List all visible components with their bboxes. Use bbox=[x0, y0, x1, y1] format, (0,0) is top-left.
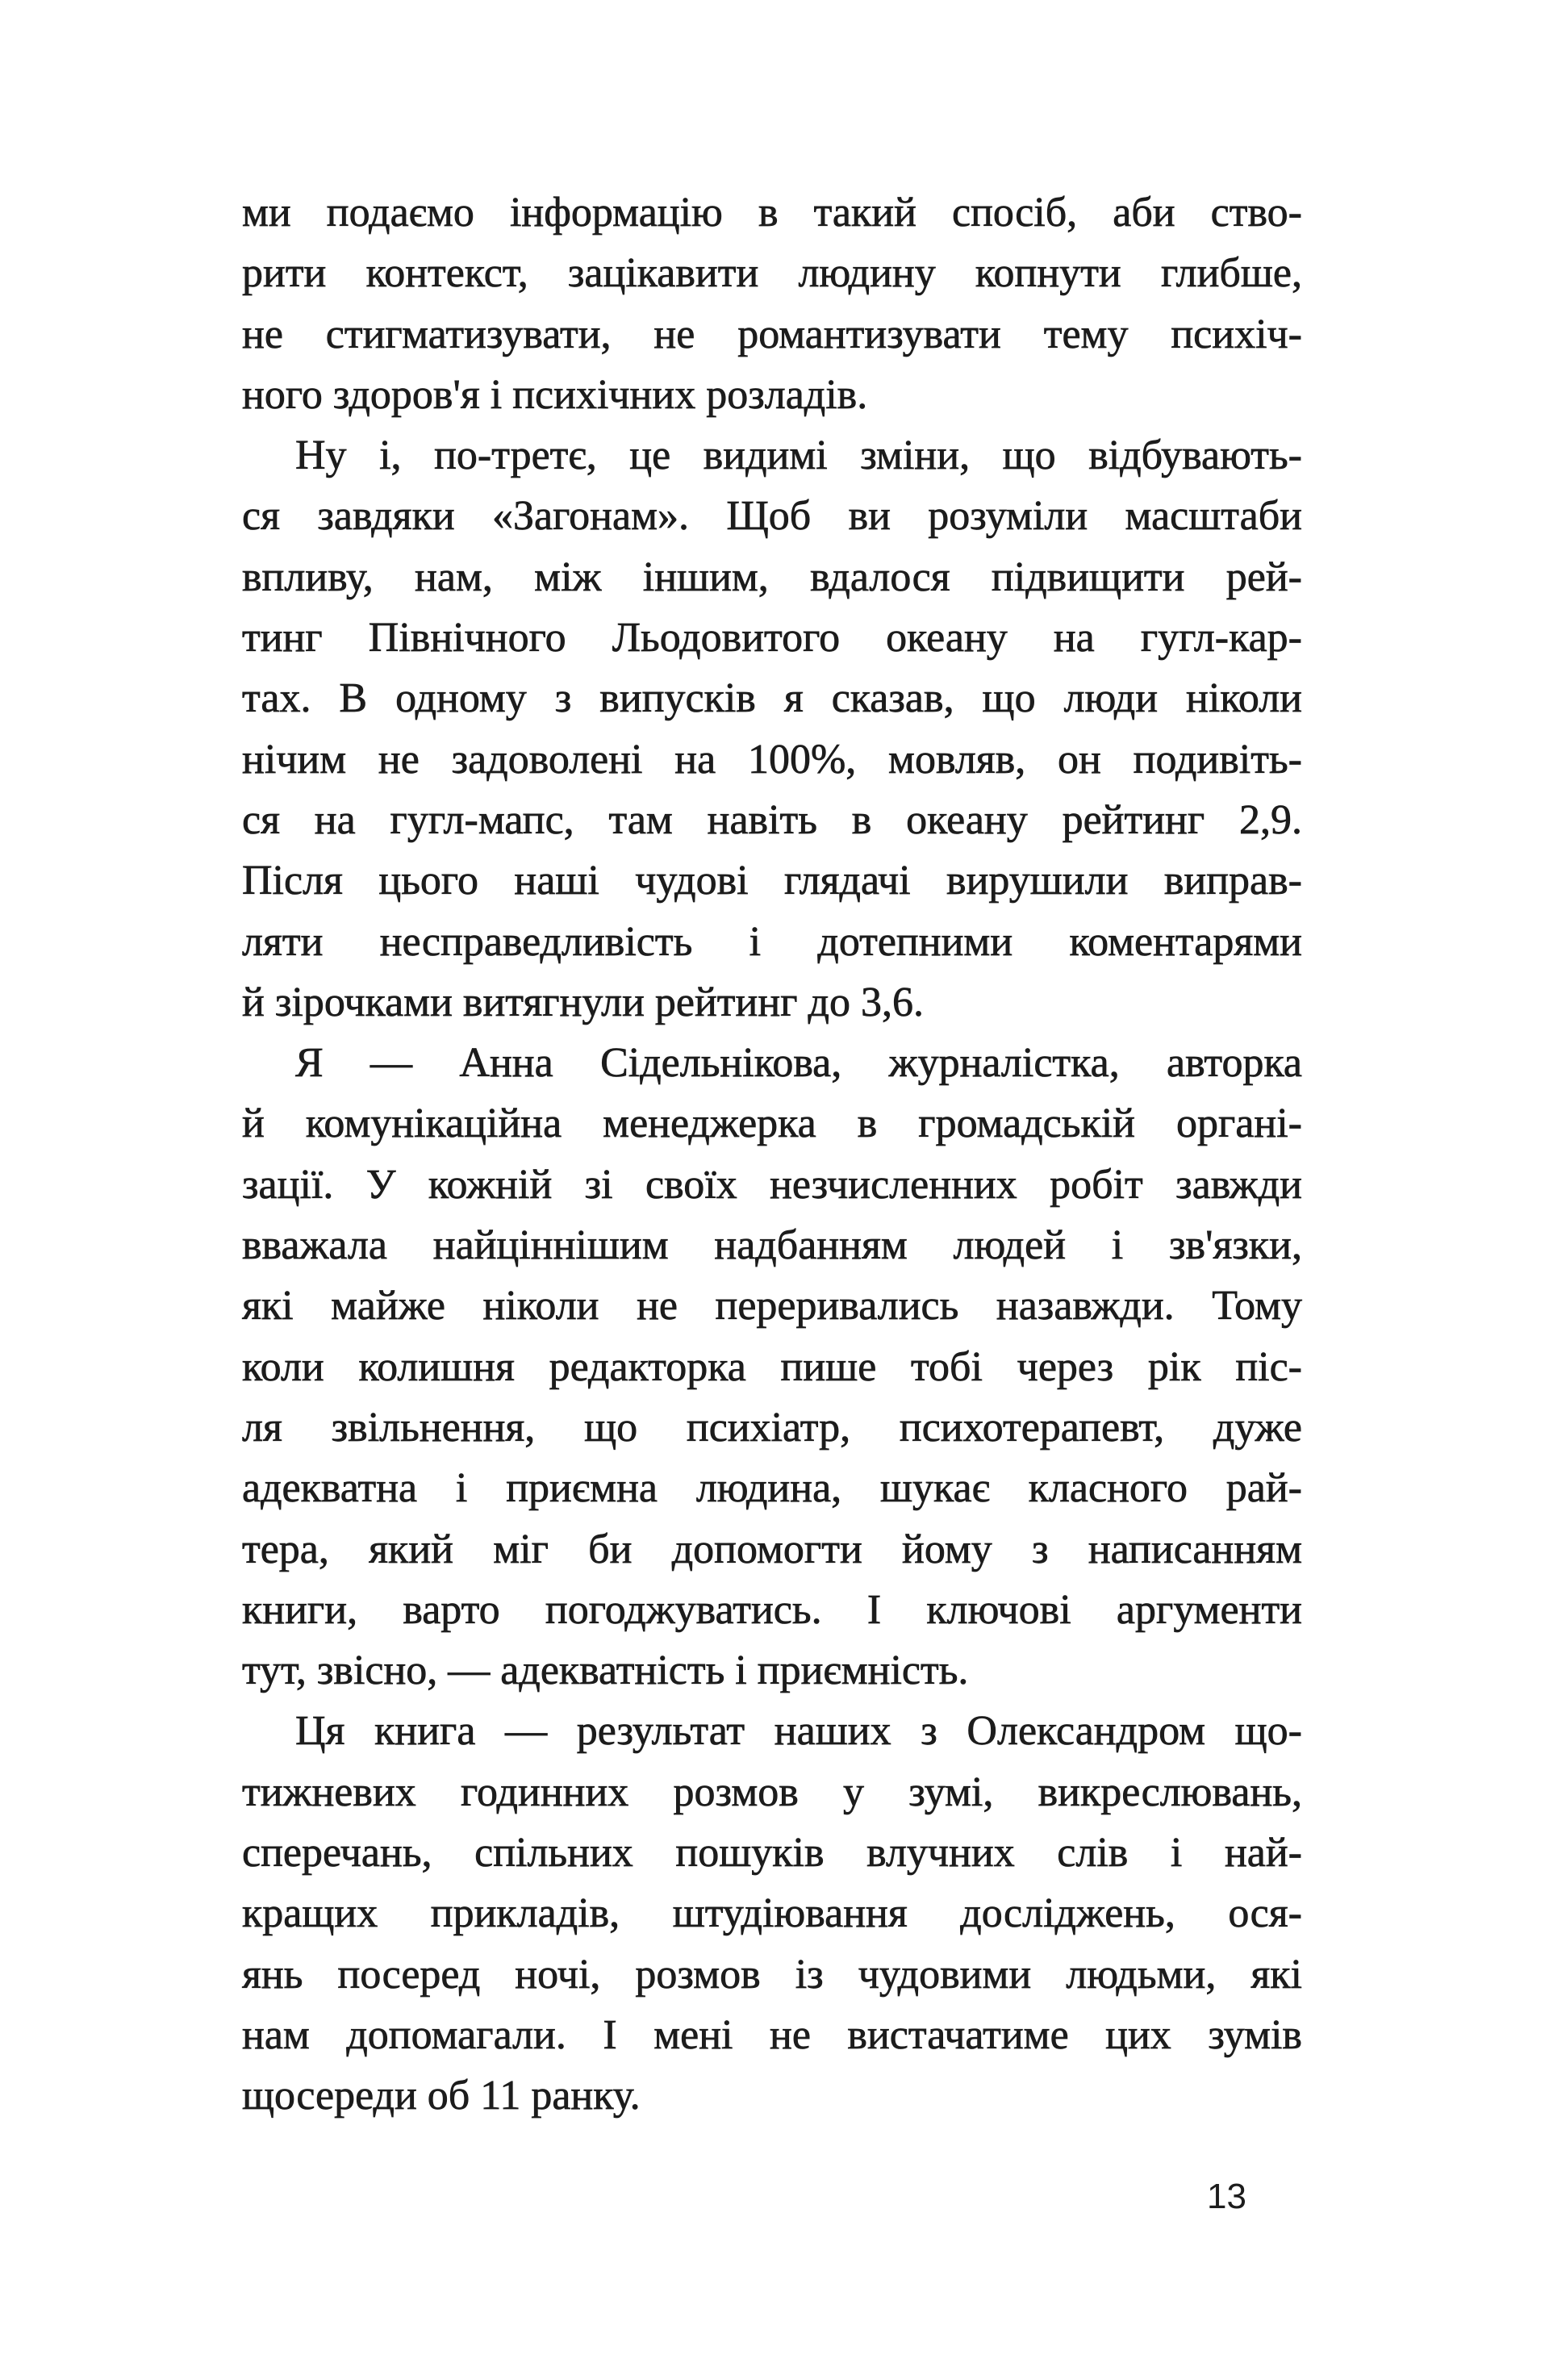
text-line: ся завдяки «Загонам». Щоб ви розуміли масштаби bbox=[242, 493, 1302, 540]
text-line: коли колишня редакторка пише тобі через рік піс- bbox=[242, 1343, 1302, 1390]
page-number: 13 bbox=[1207, 2177, 1246, 2216]
text-line: Після цього наші чудові глядачі вирушили виправ- bbox=[242, 858, 1302, 904]
text-line: Я — Анна Сідельнікова, журналістка, авторка bbox=[295, 1040, 1302, 1087]
text-line: тах. В одному з випусків я сказав, що люди ніколи bbox=[242, 675, 1302, 722]
text-line: зації. У кожній зі своїх незчисленних робіт завжди bbox=[242, 1161, 1302, 1208]
text-line: рити контекст, зацікавити людину копнути глибше, bbox=[242, 250, 1302, 297]
text-line: й комунікаційна менеджерка в громадській органі- bbox=[242, 1100, 1302, 1147]
text-line: ся на гугл-мапс, там навіть в океану рейтинг 2,9. bbox=[242, 796, 1302, 843]
text-line: які майже ніколи не переривались назавжди. Тому bbox=[242, 1283, 1302, 1330]
text-line: й зірочками витягнули рейтинг до 3,6. bbox=[242, 979, 924, 1025]
text-line: кращих прикладів, штудіювання досліджень, ося- bbox=[242, 1890, 1302, 1937]
text-line: не стигматизувати, не романтизувати тему психіч- bbox=[242, 311, 1302, 357]
text-line: ного здоров'я і психічних розладів. bbox=[242, 371, 868, 418]
text-line: вважала найціннішим надбанням людей і зв'язки, bbox=[242, 1222, 1302, 1269]
text-line: книги, варто погоджуватись. І ключові аргументи bbox=[242, 1586, 1302, 1633]
text-line: янь посеред ночі, розмов із чудовими людьми, які bbox=[242, 1951, 1302, 1998]
text-line: Ця книга — результат наших з Олександром що- bbox=[295, 1708, 1302, 1755]
text-line: ми подаємо інформацію в такий спосіб, аби ство- bbox=[242, 190, 1302, 236]
text-line: тера, який міг би допомогти йому з написанням bbox=[242, 1526, 1302, 1572]
text-line: сперечань, спільних пошуків влучних слів і най- bbox=[242, 1830, 1302, 1877]
text-line: тинг Північного Льодовитого океану на гугл-кар- bbox=[242, 615, 1302, 662]
text-line: адекватна і приємна людина, шукає класного рай- bbox=[242, 1465, 1302, 1512]
text-line: Ну і, по-третє, це видимі зміни, що відбувають- bbox=[295, 432, 1302, 479]
text-line: щосереди об 11 ранку. bbox=[242, 2073, 641, 2119]
body-text bbox=[242, 182, 1302, 2127]
text-line: нам допомагали. І мені не вистачатиме цих зумів bbox=[242, 2011, 1302, 2058]
text-line: ля звільнення, що психіатр, психотерапевт, дуже bbox=[242, 1404, 1302, 1451]
text-line: тижневих годинних розмов у зумі, викреслювань, bbox=[242, 1768, 1302, 1815]
text-line: ляти несправедливість і дотепними коментарями bbox=[242, 918, 1302, 965]
text-line: тут, звісно, — адекватність і приємність. bbox=[242, 1647, 969, 1694]
text-line: нічим не задоволені на 100%, мовляв, он подивіть- bbox=[242, 736, 1302, 783]
text-line: впливу, нам, між іншим, вдалося підвищити рей- bbox=[242, 553, 1302, 600]
